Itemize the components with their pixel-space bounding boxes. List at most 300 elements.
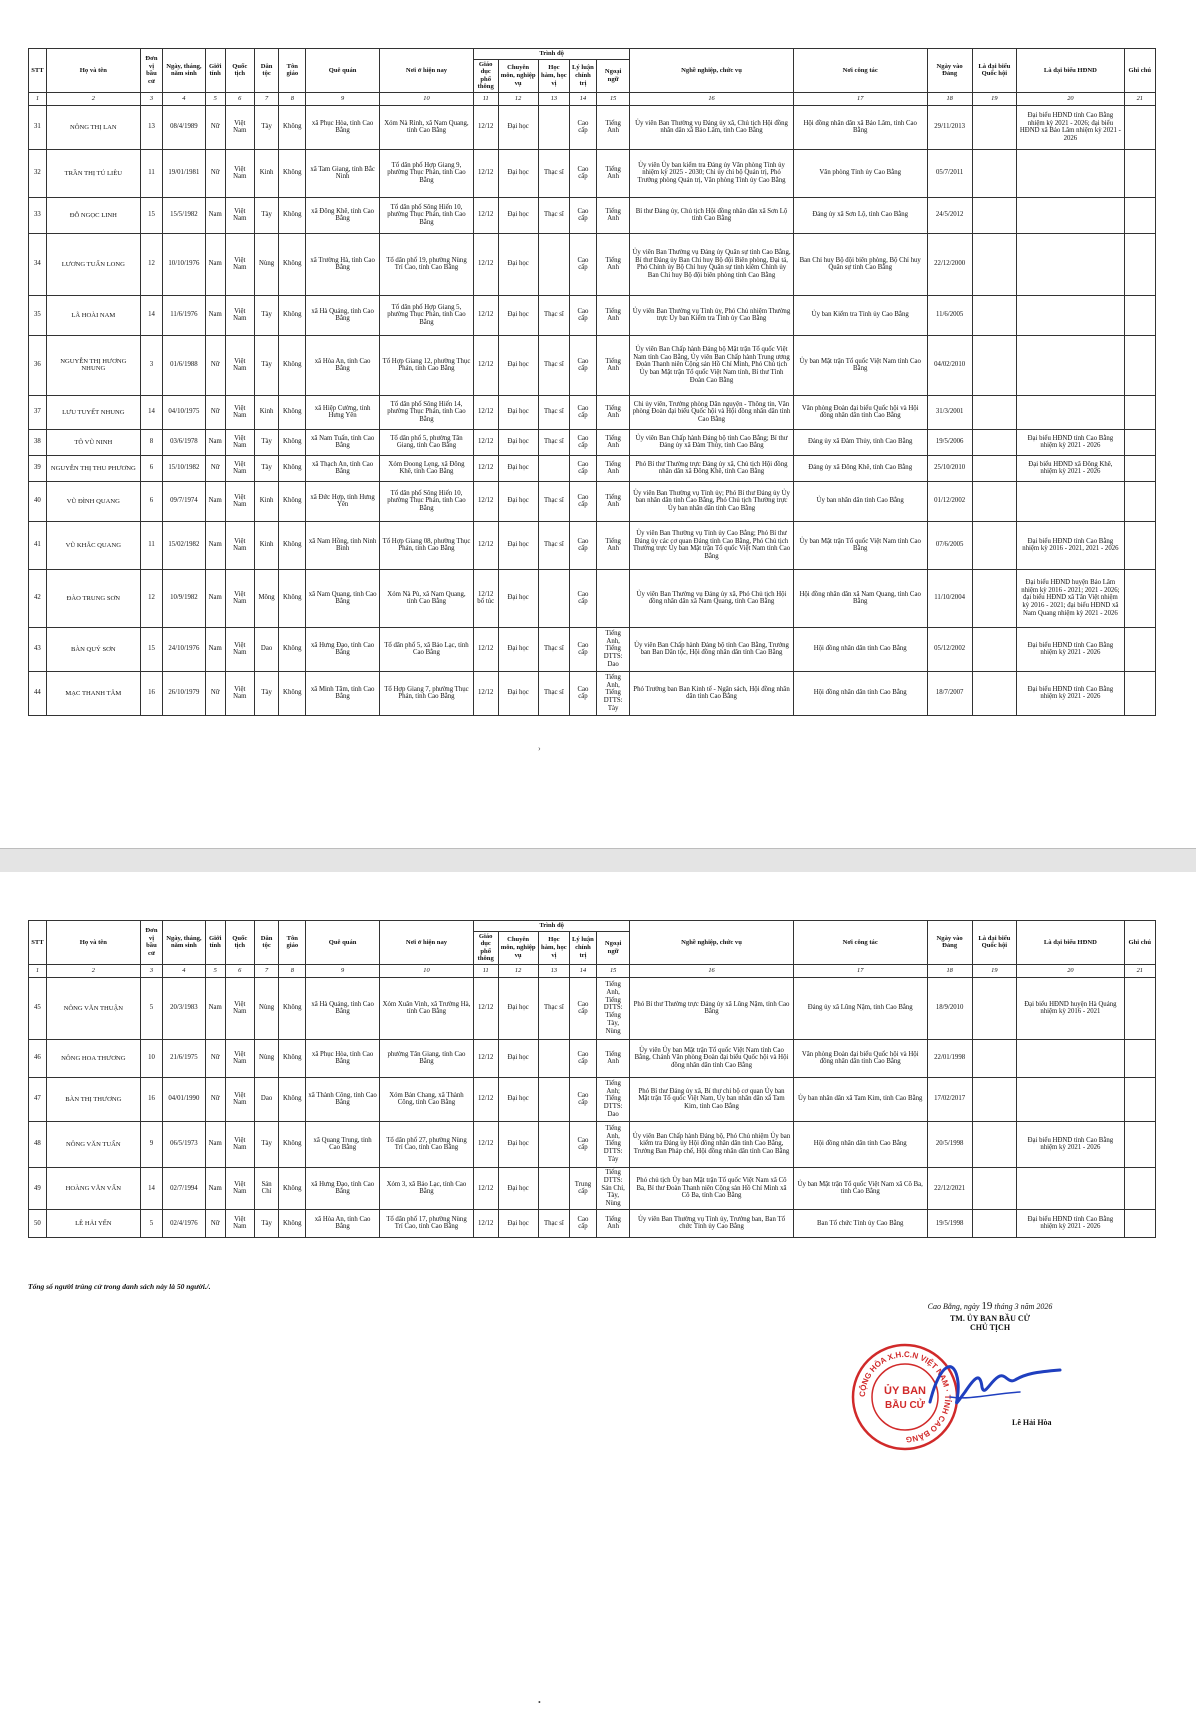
cell-religion: Không	[279, 395, 306, 429]
cell-unit: 12	[140, 233, 162, 295]
cell-sex: Nữ	[205, 1039, 225, 1077]
cell-workplace: Hội đồng nhân dân tỉnh Cao Bằng	[793, 671, 927, 715]
cell-name: VŨ KHẮC QUANG	[46, 521, 140, 569]
cell-hometown: xã Phục Hòa, tỉnh Cao Bằng	[306, 1039, 380, 1077]
cell-note	[1124, 481, 1155, 521]
cell-occupation: Ủy viên Ủy ban kiểm tra Đảng ủy Văn phòng Tỉnh ủy nhiệm kỳ 2025 - 2030; Chi ủy chi bộ Quản trị, Phó Trưởng phòng Quản trị, Văn phòng Tỉnh ủy Cao Bằng	[630, 149, 793, 197]
cell-council-deputy	[1017, 335, 1124, 395]
document-page-2	[0, 872, 1196, 1714]
cell-sex: Nam	[205, 295, 225, 335]
column-number: 17	[793, 964, 927, 977]
cell-note	[1124, 295, 1155, 335]
cell-degree: Thạc sĩ	[538, 295, 569, 335]
cell-political: Cao cấp	[570, 197, 597, 233]
cell-council-deputy	[1017, 295, 1124, 335]
cell-dob: 15/5/1982	[163, 197, 205, 233]
cell-sex: Nữ	[205, 455, 225, 481]
cell-unit: 8	[140, 429, 162, 455]
header-degree: Học hàm, học vị	[538, 931, 569, 964]
cell-political: Cao cấp	[570, 627, 597, 671]
cell-religion: Không	[279, 1121, 306, 1167]
cell-party-date: 18/7/2007	[927, 671, 972, 715]
header-workplace: Nơi công tác	[793, 49, 927, 93]
cell-degree: Thạc sĩ	[538, 521, 569, 569]
cell-professional: Đại học	[498, 1121, 538, 1167]
cell-professional: Đại học	[498, 671, 538, 715]
cell-name: TRẦN THỊ TÚ LIÊU	[46, 149, 140, 197]
cell-council-deputy: Đại biểu HĐND tỉnh Cao Bằng nhiệm kỳ 2021 - 2026	[1017, 1209, 1124, 1237]
table-row	[29, 569, 1156, 627]
cell-hometown: xã Đức Hợp, tỉnh Hưng Yên	[306, 481, 380, 521]
cell-unit: 12	[140, 569, 162, 627]
cell-na-deputy	[972, 105, 1017, 149]
cell-religion: Không	[279, 569, 306, 627]
cell-degree	[538, 1121, 569, 1167]
column-number: 6	[225, 964, 254, 977]
cell-political: Cao cấp	[570, 671, 597, 715]
table-row	[29, 1121, 1156, 1167]
column-number: 21	[1124, 964, 1155, 977]
cell-political: Cao cấp	[570, 1121, 597, 1167]
cell-ethnicity: Tày	[254, 335, 279, 395]
cell-nationality: Việt Nam	[225, 233, 254, 295]
cell-language: Tiếng Anh	[596, 335, 630, 395]
cell-professional: Đại học	[498, 149, 538, 197]
cell-dob: 06/5/1973	[163, 1121, 205, 1167]
cell-dob: 09/7/1974	[163, 481, 205, 521]
header-council-deputy: Là đại biểu HĐND	[1017, 49, 1124, 93]
cell-ethnicity: Dao	[254, 627, 279, 671]
table-row	[29, 295, 1156, 335]
table-row	[29, 627, 1156, 671]
cell-party-date: 29/11/2013	[927, 105, 972, 149]
cell-language: Tiếng Anh	[596, 197, 630, 233]
table-row	[29, 1167, 1156, 1209]
cell-political: Cao cấp	[570, 335, 597, 395]
cell-religion: Không	[279, 671, 306, 715]
header-nationality: Quốc tịch	[225, 921, 254, 965]
cell-na-deputy	[972, 429, 1017, 455]
cell-ethnicity: Tày	[254, 671, 279, 715]
cell-nationality: Việt Nam	[225, 105, 254, 149]
cell-degree: Thạc sĩ	[538, 429, 569, 455]
cell-sex: Nữ	[205, 1209, 225, 1237]
header-education: Trình độ	[473, 49, 630, 60]
table-row	[29, 395, 1156, 429]
cell-address: Xóm Bản Chang, xã Thành Công, tỉnh Cao Bằng	[380, 1077, 474, 1121]
cell-unit: 14	[140, 1167, 162, 1209]
cell-unit: 15	[140, 627, 162, 671]
cell-address: Xóm Xuân Vinh, xã Trường Hà, tỉnh Cao Bằng	[380, 977, 474, 1039]
cell-sex: Nữ	[205, 1077, 225, 1121]
cell-ethnicity: Kinh	[254, 395, 279, 429]
cell-professional: Đại học	[498, 395, 538, 429]
cell-general-edu: 12/12	[473, 1167, 498, 1209]
header-stt: STT	[29, 49, 47, 93]
cell-professional: Đại học	[498, 1039, 538, 1077]
cell-political: Cao cấp	[570, 521, 597, 569]
header-dob: Ngày, tháng, năm sinh	[163, 921, 205, 965]
cell-degree	[538, 1077, 569, 1121]
header-row-1	[29, 921, 1156, 932]
cell-ethnicity: Sán Chỉ	[254, 1167, 279, 1209]
cell-ethnicity: Dao	[254, 1077, 279, 1121]
handwritten-signature-icon	[920, 1342, 1070, 1422]
cell-stt: 50	[29, 1209, 47, 1237]
cell-degree: Thạc sĩ	[538, 977, 569, 1039]
cell-council-deputy: Đại biểu HĐND tỉnh Cao Bằng nhiệm kỳ 2021 - 2026	[1017, 1121, 1124, 1167]
cell-party-date: 25/10/2010	[927, 455, 972, 481]
cell-workplace: Hội đồng nhân dân tỉnh Cao Bằng	[793, 1121, 927, 1167]
sign-title: CHỦ TỊCH	[969, 1323, 1011, 1332]
cell-workplace: Hội đồng nhân dân tỉnh Cao Bằng	[793, 627, 927, 671]
table-row	[29, 1039, 1156, 1077]
cell-dob: 10/10/1976	[163, 233, 205, 295]
cell-degree	[538, 1167, 569, 1209]
cell-sex: Nam	[205, 977, 225, 1039]
cell-council-deputy	[1017, 1039, 1124, 1077]
cell-note	[1124, 233, 1155, 295]
column-number: 2	[46, 964, 140, 977]
cell-workplace: Đảng ủy xã Đàm Thủy, tỉnh Cao Bằng	[793, 429, 927, 455]
cell-na-deputy	[972, 1039, 1017, 1077]
cell-address: Tổ dân phố Sông Hiến 10, phường Thục Phán, tỉnh Cao Bằng	[380, 481, 474, 521]
header-general-edu: Giáo dục phổ thông	[473, 931, 498, 964]
column-number: 11	[473, 92, 498, 105]
cell-note	[1124, 197, 1155, 233]
cell-unit: 11	[140, 149, 162, 197]
cell-occupation: Phó Bí thư Thường trực Đảng ủy xã, Chủ tịch Hội đồng nhân dân xã Đông Khê, tỉnh Cao Bằng	[630, 455, 793, 481]
cell-council-deputy	[1017, 233, 1124, 295]
cell-ethnicity: Tày	[254, 105, 279, 149]
column-number: 10	[380, 92, 474, 105]
cell-council-deputy	[1017, 1167, 1124, 1209]
cell-nationality: Việt Nam	[225, 395, 254, 429]
cell-sex: Nam	[205, 197, 225, 233]
cell-religion: Không	[279, 429, 306, 455]
cell-sex: Nam	[205, 233, 225, 295]
cell-occupation: Ủy viên Ban Thường vụ Tỉnh ủy, Phó Chủ nhiệm Thường trực Ủy ban Kiểm tra Tỉnh ủy Cao Bằng	[630, 295, 793, 335]
cell-dob: 15/02/1982	[163, 521, 205, 569]
cell-stt: 45	[29, 977, 47, 1039]
column-number: 12	[498, 964, 538, 977]
cell-name: ĐÀO TRUNG SƠN	[46, 569, 140, 627]
header-unit: Đơn vị bầu cử	[140, 49, 162, 93]
cell-occupation: Ủy viên Ban Chấp hành Đảng bộ Mặt trận Tổ quốc Việt Nam tỉnh Cao Bằng, Ủy viên Ban Chấp hành Trung ương Đoàn Thanh niên Cộng sản Hồ Chí Minh, Phó Chủ tịch Ủy ban Mặt trận Tổ quốc Việt Nam tỉnh, Bí thư Tỉnh Đoàn Cao Bằng	[630, 335, 793, 395]
cell-workplace: Hội đồng nhân dân xã Nam Quang, tỉnh Cao Bằng	[793, 569, 927, 627]
cell-general-edu: 12/12	[473, 521, 498, 569]
cell-note	[1124, 671, 1155, 715]
table-row	[29, 233, 1156, 295]
header-name: Họ và tên	[46, 921, 140, 965]
cell-nationality: Việt Nam	[225, 1121, 254, 1167]
cell-workplace: Văn phòng Đoàn đại biểu Quốc hội và Hội đồng nhân dân tỉnh Cao Bằng	[793, 395, 927, 429]
cell-party-date: 20/5/1998	[927, 1121, 972, 1167]
cell-general-edu: 12/12	[473, 977, 498, 1039]
cell-unit: 9	[140, 1121, 162, 1167]
cell-name: NÔNG VĂN TUẤN	[46, 1121, 140, 1167]
header-note: Ghi chú	[1124, 49, 1155, 93]
cell-ethnicity: Mông	[254, 569, 279, 627]
cell-note	[1124, 627, 1155, 671]
cell-council-deputy	[1017, 149, 1124, 197]
cell-party-date: 05/7/2011	[927, 149, 972, 197]
cell-na-deputy	[972, 977, 1017, 1039]
page-mark: ›	[538, 744, 541, 753]
cell-party-date: 05/12/2002	[927, 627, 972, 671]
header-degree: Học hàm, học vị	[538, 59, 569, 92]
cell-na-deputy	[972, 335, 1017, 395]
cell-ethnicity: Tày	[254, 429, 279, 455]
column-number: 16	[630, 964, 793, 977]
header-nationality: Quốc tịch	[225, 49, 254, 93]
cell-sex: Nam	[205, 569, 225, 627]
cell-professional: Đại học	[498, 455, 538, 481]
cell-ethnicity: Tày	[254, 1121, 279, 1167]
cell-professional: Đại học	[498, 627, 538, 671]
column-number: 18	[927, 964, 972, 977]
cell-note	[1124, 395, 1155, 429]
cell-hometown: xã Thạch An, tỉnh Cao Bằng	[306, 455, 380, 481]
cell-hometown: xã Minh Tâm, tỉnh Cao Bằng	[306, 671, 380, 715]
cell-note	[1124, 1209, 1155, 1237]
column-number: 3	[140, 964, 162, 977]
cell-workplace: Ban Chỉ huy Bộ đội biên phòng, Bộ Chỉ huy Quân sự tỉnh Cao Bằng	[793, 233, 927, 295]
cell-address: Tổ dân phố 5, xã Bảo Lạc, tỉnh Cao Bằng	[380, 627, 474, 671]
cell-ethnicity: Kinh	[254, 481, 279, 521]
cell-workplace: Ủy ban Kiểm tra Tỉnh ủy Cao Bằng	[793, 295, 927, 335]
cell-name: NÔNG VĂN THUẬN	[46, 977, 140, 1039]
cell-na-deputy	[972, 1167, 1017, 1209]
cell-note	[1124, 1167, 1155, 1209]
cell-professional: Đại học	[498, 197, 538, 233]
cell-note	[1124, 1077, 1155, 1121]
table-row	[29, 197, 1156, 233]
header-hometown: Quê quán	[306, 49, 380, 93]
cell-address: Tổ dân phố Hợp Giang 5, phường Thục Phán, tỉnh Cao Bằng	[380, 295, 474, 335]
cell-occupation: Bí thư Đảng ủy, Chủ tịch Hội đồng nhân dân xã Sơn Lộ tỉnh Cao Bằng	[630, 197, 793, 233]
cell-hometown: xã Trường Hà, tỉnh Cao Bằng	[306, 233, 380, 295]
cell-stt: 31	[29, 105, 47, 149]
column-number: 10	[380, 964, 474, 977]
cell-language: Tiếng Anh	[596, 395, 630, 429]
cell-professional: Đại học	[498, 521, 538, 569]
cell-language: Tiếng Anh	[596, 295, 630, 335]
cell-party-date: 04/02/2010	[927, 335, 972, 395]
cell-political: Cao cấp	[570, 1209, 597, 1237]
cell-occupation: Ủy viên Ban Chấp hành Đảng bộ tỉnh Cao Bằng; Bí thư Đảng ủy xã Đàm Thủy, tỉnh Cao Bằng	[630, 429, 793, 455]
cell-workplace: Đảng ủy xã Đông Khê, tỉnh Cao Bằng	[793, 455, 927, 481]
cell-party-date: 19/5/1998	[927, 1209, 972, 1237]
cell-nationality: Việt Nam	[225, 521, 254, 569]
cell-nationality: Việt Nam	[225, 627, 254, 671]
cell-political: Cao cấp	[570, 233, 597, 295]
cell-dob: 02/4/1976	[163, 1209, 205, 1237]
cell-occupation: Ủy viên Ban Thường vụ Tỉnh ủy; Phó Bí thư Đảng ủy Ủy ban nhân dân tỉnh Cao Bằng, Phó Chủ tịch Thường trực Ủy ban nhân dân tỉnh Cao Bằng	[630, 481, 793, 521]
cell-nationality: Việt Nam	[225, 1209, 254, 1237]
signature-block	[870, 1300, 1110, 1332]
cell-unit: 11	[140, 521, 162, 569]
cell-religion: Không	[279, 455, 306, 481]
cell-professional: Đại học	[498, 481, 538, 521]
header-note: Ghi chú	[1124, 921, 1155, 965]
cell-na-deputy	[972, 671, 1017, 715]
cell-degree: Thạc sĩ	[538, 335, 569, 395]
sign-organization: TM. ỦY BAN BẦU CỬ	[949, 1314, 1031, 1323]
cell-professional: Đại học	[498, 977, 538, 1039]
cell-religion: Không	[279, 1209, 306, 1237]
sign-date-suffix: tháng 3 năm 2026	[994, 1302, 1053, 1311]
table-row	[29, 481, 1156, 521]
cell-address: Tổ Hợp Giang 08, phường Thục Phán, tỉnh Cao Bằng	[380, 521, 474, 569]
column-number: 7	[254, 964, 279, 977]
candidate-table-page-2	[28, 920, 1156, 1238]
cell-degree: Thạc sĩ	[538, 395, 569, 429]
cell-sex: Nam	[205, 521, 225, 569]
cell-religion: Không	[279, 481, 306, 521]
cell-workplace: Đảng ủy xã Lũng Nặm, tỉnh Cao Bằng	[793, 977, 927, 1039]
cell-unit: 5	[140, 977, 162, 1039]
header-council-deputy: Là đại biểu HĐND	[1017, 921, 1124, 965]
table-body-page-2	[29, 977, 1156, 1237]
cell-hometown: xã Phục Hòa, tỉnh Cao Bằng	[306, 105, 380, 149]
cell-dob: 20/3/1983	[163, 977, 205, 1039]
cell-council-deputy	[1017, 197, 1124, 233]
cell-religion: Không	[279, 149, 306, 197]
cell-address: Tổ dân phố 19, phường Nùng Trí Cao, tỉnh Cao Bằng	[380, 233, 474, 295]
cell-language: Tiếng Anh	[596, 1039, 630, 1077]
cell-stt: 44	[29, 671, 47, 715]
cell-name: LƯU TUYẾT NHUNG	[46, 395, 140, 429]
cell-occupation: Phó Bí thư Đảng ủy xã, Bí thư chi bộ cơ quan Ủy ban Mặt trận Tổ quốc Việt Nam, Ủy ban nhân dân xã Tam Kim, tỉnh Cao Bằng	[630, 1077, 793, 1121]
cell-language: Tiếng Anh	[596, 105, 630, 149]
cell-council-deputy: Đại biểu HĐND tỉnh Cao Bằng nhiệm kỳ 2016 - 2021, 2021 - 2026	[1017, 521, 1124, 569]
cell-council-deputy: Đại biểu HĐND tỉnh Cao Bằng nhiệm kỳ 2021 - 2026	[1017, 671, 1124, 715]
cell-na-deputy	[972, 569, 1017, 627]
cell-occupation: Phó Bí thư Thường trực Đảng ủy xã Lũng Nặm, tỉnh Cao Bằng	[630, 977, 793, 1039]
cell-unit: 15	[140, 197, 162, 233]
cell-nationality: Việt Nam	[225, 455, 254, 481]
header-sex: Giới tính	[205, 49, 225, 93]
cell-note	[1124, 1121, 1155, 1167]
header-na-deputy: Là đại biểu Quốc hội	[972, 921, 1017, 965]
cell-note	[1124, 977, 1155, 1039]
cell-party-date: 18/9/2010	[927, 977, 972, 1039]
cell-language: Tiếng Anh, Tiếng DTTS: Tày	[596, 1121, 630, 1167]
cell-address: Tổ dân phố 27, phường Nùng Trí Cao, tỉnh Cao Bằng	[380, 1121, 474, 1167]
table-row	[29, 521, 1156, 569]
cell-hometown: xã Hà Quảng, tỉnh Cao Bằng	[306, 977, 380, 1039]
cell-religion: Không	[279, 1039, 306, 1077]
cell-religion: Không	[279, 1167, 306, 1209]
cell-unit: 6	[140, 481, 162, 521]
cell-party-date: 22/01/1998	[927, 1039, 972, 1077]
cell-hometown: xã Hà Quảng, tỉnh Cao Bằng	[306, 295, 380, 335]
column-number: 4	[163, 964, 205, 977]
cell-political: Cao cấp	[570, 481, 597, 521]
column-number-row	[29, 964, 1156, 977]
column-number: 16	[630, 92, 793, 105]
cell-political: Cao cấp	[570, 1039, 597, 1077]
total-count-note: Tổng số người trúng cử trong danh sách này là 50 người./.	[28, 1282, 211, 1291]
cell-general-edu: 12/12	[473, 233, 498, 295]
header-ethnicity: Dân tộc	[254, 49, 279, 93]
cell-general-edu: 12/12	[473, 455, 498, 481]
cell-address: Tổ dân phố 5, phường Tân Giang, tỉnh Cao Bằng	[380, 429, 474, 455]
cell-professional: Đại học	[498, 105, 538, 149]
cell-nationality: Việt Nam	[225, 149, 254, 197]
cell-dob: 15/10/1982	[163, 455, 205, 481]
cell-name: MẠC THANH TÂM	[46, 671, 140, 715]
cell-stt: 38	[29, 429, 47, 455]
cell-council-deputy: Đại biểu HĐND huyện Bảo Lâm nhiệm kỳ 2016 - 2021; 2021 - 2026; đại biểu HĐND xã Tân Việt nhiệm kỳ 2016 - 2021; đại biểu HĐND xã Nam Quang nhiệm kỳ 2021 - 2026	[1017, 569, 1124, 627]
cell-nationality: Việt Nam	[225, 429, 254, 455]
cell-occupation: Ủy viên Ban Chấp hành Đảng bộ tỉnh Cao Bằng, Trưởng ban Ban Dân tộc, Hội đồng nhân dân tỉnh Cao Bằng	[630, 627, 793, 671]
cell-council-deputy: Đại biểu HĐND xã Đông Khê, nhiệm kỳ 2021 - 2026	[1017, 455, 1124, 481]
cell-note	[1124, 569, 1155, 627]
cell-party-date: 11/6/2005	[927, 295, 972, 335]
column-number: 15	[596, 92, 630, 105]
column-number: 5	[205, 92, 225, 105]
cell-nationality: Việt Nam	[225, 197, 254, 233]
header-unit: Đơn vị bầu cử	[140, 921, 162, 965]
column-number: 1	[29, 964, 47, 977]
header-political: Lý luận chính trị	[570, 59, 597, 92]
cell-occupation: Phó Trưởng ban Ban Kinh tế - Ngân sách, Hội đồng nhân dân tỉnh Cao Bằng	[630, 671, 793, 715]
cell-na-deputy	[972, 197, 1017, 233]
column-number: 6	[225, 92, 254, 105]
cell-stt: 41	[29, 521, 47, 569]
cell-religion: Không	[279, 105, 306, 149]
cell-political: Trung cấp	[570, 1167, 597, 1209]
cell-na-deputy	[972, 1121, 1017, 1167]
cell-note	[1124, 105, 1155, 149]
cell-address: Tổ dân phố Hợp Giang 9, phường Thục Phán, tỉnh Cao Bằng	[380, 149, 474, 197]
cell-nationality: Việt Nam	[225, 977, 254, 1039]
cell-general-edu: 12/12	[473, 1121, 498, 1167]
cell-stt: 48	[29, 1121, 47, 1167]
cell-stt: 43	[29, 627, 47, 671]
cell-na-deputy	[972, 1209, 1017, 1237]
cell-political: Cao cấp	[570, 149, 597, 197]
cell-hometown: xã Quang Trung, tỉnh Cao Bằng	[306, 1121, 380, 1167]
cell-address: phường Tân Giang, tỉnh Cao Bằng	[380, 1039, 474, 1077]
table-row	[29, 1077, 1156, 1121]
cell-name: LÃ HOÀI NAM	[46, 295, 140, 335]
cell-ethnicity: Tày	[254, 1209, 279, 1237]
cell-workplace: Ủy ban Mặt trận Tổ quốc Việt Nam tỉnh Cao Bằng	[793, 521, 927, 569]
cell-sex: Nữ	[205, 149, 225, 197]
cell-hometown: xã Nam Hồng, tỉnh Ninh Bình	[306, 521, 380, 569]
cell-general-edu: 12/12	[473, 197, 498, 233]
page-separator	[0, 848, 1196, 874]
cell-party-date: 07/6/2005	[927, 521, 972, 569]
column-number: 18	[927, 92, 972, 105]
table-row	[29, 335, 1156, 395]
cell-na-deputy	[972, 1077, 1017, 1121]
cell-name: BÀN QUÝ SƠN	[46, 627, 140, 671]
table-body-page-1	[29, 105, 1156, 715]
cell-name: BÀN THỊ THƯƠNG	[46, 1077, 140, 1121]
stamp-outer-text: CỘNG HÒA X.H.C.N VIỆT NAM · TỈNH CAO BẰNG	[857, 1349, 953, 1445]
cell-unit: 16	[140, 1077, 162, 1121]
cell-religion: Không	[279, 627, 306, 671]
sign-date	[870, 1300, 1110, 1312]
cell-degree: Thạc sĩ	[538, 481, 569, 521]
column-number: 1	[29, 92, 47, 105]
cell-note	[1124, 149, 1155, 197]
cell-language: Tiếng Anh	[596, 481, 630, 521]
